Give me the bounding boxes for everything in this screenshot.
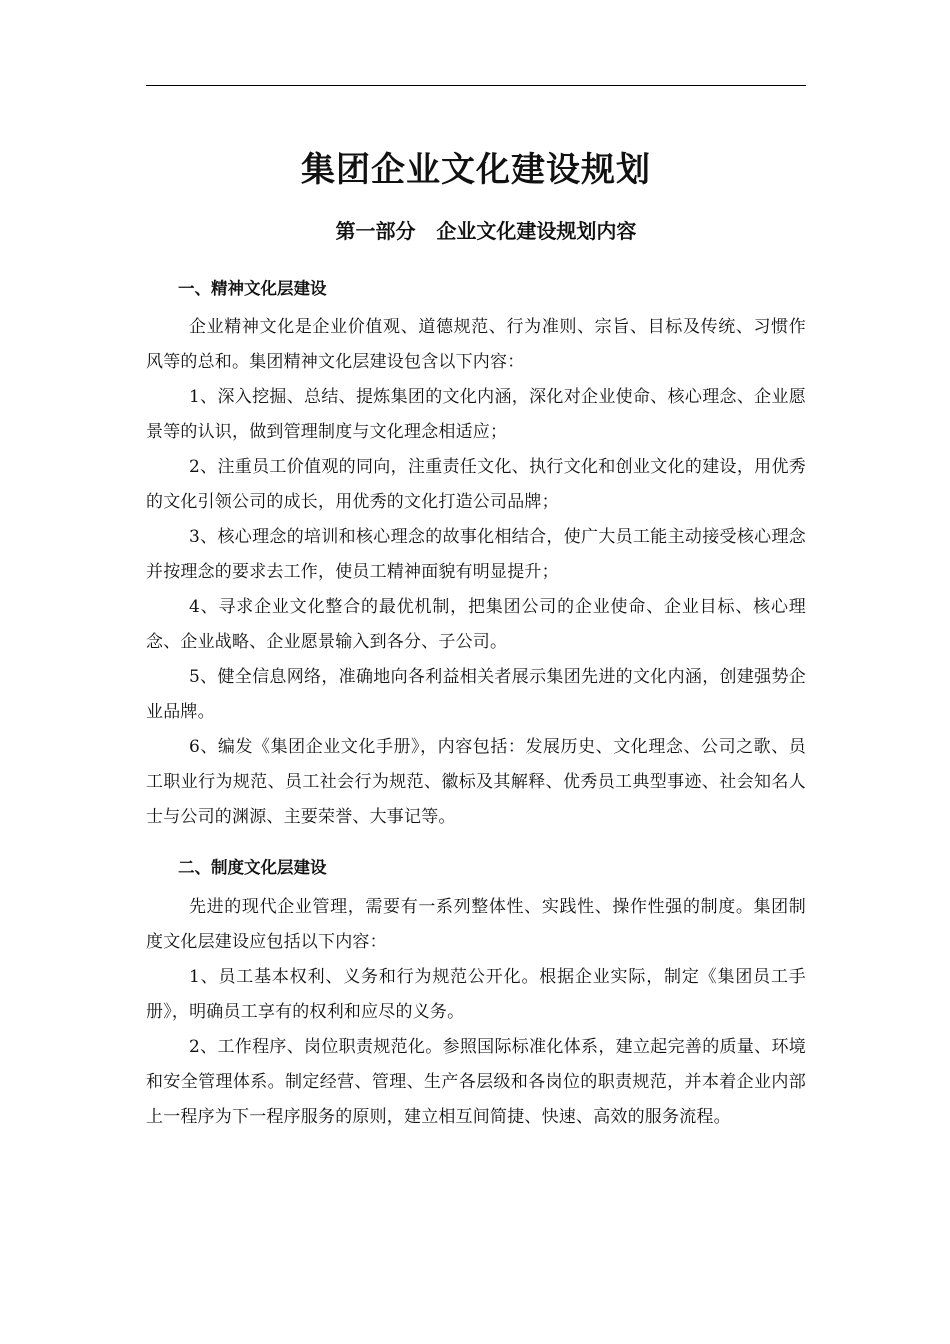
paragraph: 企业精神文化是企业价值观、道德规范、行为准则、宗旨、目标及传统、习惯作风等的总和。集团精神文化层建设包含以下内容： (146, 317, 806, 372)
paragraph: 2、注重员工价值观的同向，注重责任文化、执行文化和创业文化的建设，用优秀的文化引领公司的成长，用优秀的文化打造公司品牌； (146, 457, 806, 512)
paragraph: 4、寻求企业文化整合的最优机制，把集团公司的企业使命、企业目标、核心理念、企业战略、企业愿景输入到各分、子公司。 (146, 597, 806, 652)
paragraph: 5、健全信息网络，准确地向各利益相关者展示集团先进的文化内涵，创建强势企业品牌。 (146, 667, 806, 722)
paragraph: 6、编发《集团企业文化手册》，内容包括：发展历史、文化理念、公司之歌、员工职业行为规范、员工社会行为规范、徽标及其解释、优秀员工典型事迹、社会知名人士与公司的渊源、主要荣誉、大事记等。 (146, 737, 806, 827)
paragraph: 1、员工基本权利、义务和行为规范公开化。根据企业实际，制定《集团员工手册》，明确员工享有的权利和应尽的义务。 (146, 967, 806, 1022)
section-body-spiritual (146, 310, 806, 835)
section-body-institutional (146, 890, 806, 1135)
header-rule (146, 85, 806, 86)
part-title: 第一部分 企业文化建设规划内容 (335, 219, 637, 243)
document-title: 集团企业文化建设规划 (301, 150, 651, 190)
section-heading-spiritual: 一、精神文化层建设 (178, 279, 327, 298)
paragraph: 先进的现代企业管理，需要有一系列整体性、实践性、操作性强的制度。集团制度文化层建设应包括以下内容： (146, 897, 806, 952)
paragraph: 1、深入挖掘、总结、提炼集团的文化内涵，深化对企业使命、核心理念、企业愿景等的认识，做到管理制度与文化理念相适应； (146, 387, 806, 442)
paragraph: 3、核心理念的培训和核心理念的故事化相结合，使广大员工能主动接受核心理念并按理念的要求去工作，使员工精神面貌有明显提升； (146, 527, 806, 582)
section-heading-institutional: 二、制度文化层建设 (178, 858, 327, 877)
paragraph: 2、工作程序、岗位职责规范化。参照国际标准化体系，建立起完善的质量、环境和安全管理体系。制定经营、管理、生产各层级和各岗位的职责规范，并本着企业内部上一程序为下一程序服务的原则，建立相互间简捷、快速、高效的服务流程。 (146, 1037, 806, 1127)
